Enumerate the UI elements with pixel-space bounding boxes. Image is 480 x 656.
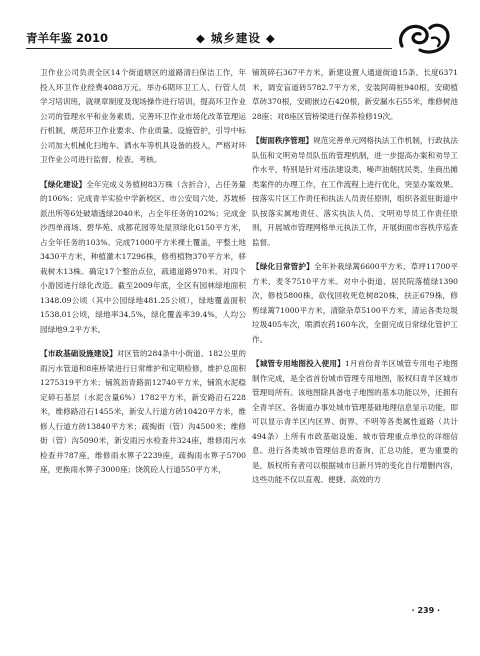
- greening-maintenance-section: [252, 260, 458, 347]
- urban-map-section: [252, 357, 458, 488]
- page-header: [0, 0, 480, 70]
- section-title: ◆ 城乡建设 ◆: [196, 31, 276, 45]
- section-heading: 【市政基础设施建设】: [40, 349, 117, 358]
- left-intro-paragraph: 卫作业公司负责全区14个街道辖区的道路清扫保洁工作，年投入环卫作业经费4088万元。举办6期环卫工人、行管人员学习培训班，就规章制度及现场操作进行培训，提高环卫作业公司的管理水平和业务素质。完善环卫作业市场化改革管理运行机制，规范环卫作业要求、作业质量、设施管护，引导中标公司加大机械化扫地车、洒水车等机具设备的投入，严格对环卫作业公司进行监督、检查、考核。: [40, 68, 246, 164]
- section-heading: 【街面秩序管理】: [252, 136, 314, 145]
- yearbook-title: 青羊年鉴 2010: [26, 31, 109, 45]
- section-body: 对区管的284条中小街道、182公里的雨污水管道和8座桥梁进行日常维护和定期检修，维护总面积1275319平方米；铺筑沥青路面12740平方米，铺筑水泥稳定碎石基层（水泥含量6%）1782平方米，新安路沿石228米，维修路沿石1455米，新安人行道方砖10420平方米，维修人行道方砖13840平方米；疏掏街（管）沟4500米；维修街（管）沟5090米，新安雨污水检查井324座，维修雨污水检查井787座，维修雨水箅子2239座，疏掏雨水箅子5700座，更换雨水箅子3000座；饶筑砼人行道550平方米，: [40, 349, 246, 474]
- section-body: 全年完成义务植树83万株（含折合），占任务量的106%；完成青羊实验中学新校区、市公安局六处、苏坡桥派出所等6处破墙透绿2040米，占全年任务的102%；完成金沙西单商场、碧华苑、成都花园等处屋顶绿化6150平方米，占全年任务的103%。完成71000平方米裸土覆盖，平整土地3430平方米，种植灌木17296株，修剪植物370平方米，移栽树木13株。确定17个整治点位，疏通道路970米。对四个小游园进行绿化改造。截至2009年底，全区有园林绿地面积1348.09公顷（其中公园绿地481.25公顷），绿地覆盖面积1538.01公顷，绿地率34.5%，绿化覆盖率39.4%，人均公园绿地9.2平方米。: [40, 179, 246, 334]
- section-heading: 【绿化日常管护】: [252, 262, 314, 271]
- section-heading: 【城管专用地图投入使用】: [252, 359, 345, 368]
- right-column: [252, 66, 458, 488]
- section-body: 规范完善单元网格执法工作机制，行政执法队伍和文明劝导员队伍的管理机制，进一步提高办案和劝导工作水平，特别是针对违法建设类、噪声油烟扰民类、坐商出摊类案件的办理工作，在工作流程上进行优化，突显办案效果。按落实片区工作责任和执法人员责任原则，组织各派驻街道中队按落实属地责任、落实执法人员、文明劝导员工作责任原则，开展城市管理网格单元执法工作，开展街面市容秩序巡查监督。: [252, 136, 459, 247]
- section-body: 全年补栽绿篱6600平方米、草坪11700平方米、麦冬7510平方米。对中小街道、居民院落植绿1390次，修枝5800株，砍伐回收死危树820株，扶正679株，修剪绿篱71000平方米，清除杂草5100平方米，清运各类垃圾垃圾405车次，喷洒农药160车次，全面完成日常绿化管护工作。: [252, 262, 458, 344]
- municipal-infrastructure-section: [40, 347, 246, 478]
- greening-construction-section: [40, 178, 246, 338]
- section-body: 1月首份青羊区城管专用电子地图制作完成，是全省首份城市管理专用地图，版权归青羊区城市管理局所有。该地图除具备电子地图的基本功能以外，还拥有全青羊区、各街道办事处城市管理基础地理信息显示功能，即可以显示青羊区内区界、街界、不明等各类属性道路（共计494条）上所有市政基础设施、城市管理重点单位的详细信息。进行各类城市管理信息的查询、汇总功能，更为重要的是，版权所有者可以根据城市日新月异的变化自行增删内容，这些功能不仅以直观、便捷、高效的方: [252, 359, 458, 484]
- section-heading: 【绿化建设】: [40, 179, 87, 189]
- decorative-swirl-logo-icon: [392, 16, 454, 60]
- left-column: [40, 66, 246, 478]
- street-order-section: [252, 134, 458, 250]
- right-intro-paragraph: 铺筑碎石367平方米，新建设置人通道街道15条、长度6371米，调安盲道砖5782.7平方米，安装阿碍桩940根，安砌植草砖370根，安砌嵌边石420根，新安漏水石55米，维修树池28座；对8座区管桥梁进行保养检修19次。: [252, 68, 458, 121]
- header-rule: [26, 48, 392, 49]
- page-number: · 239 ·: [411, 606, 440, 615]
